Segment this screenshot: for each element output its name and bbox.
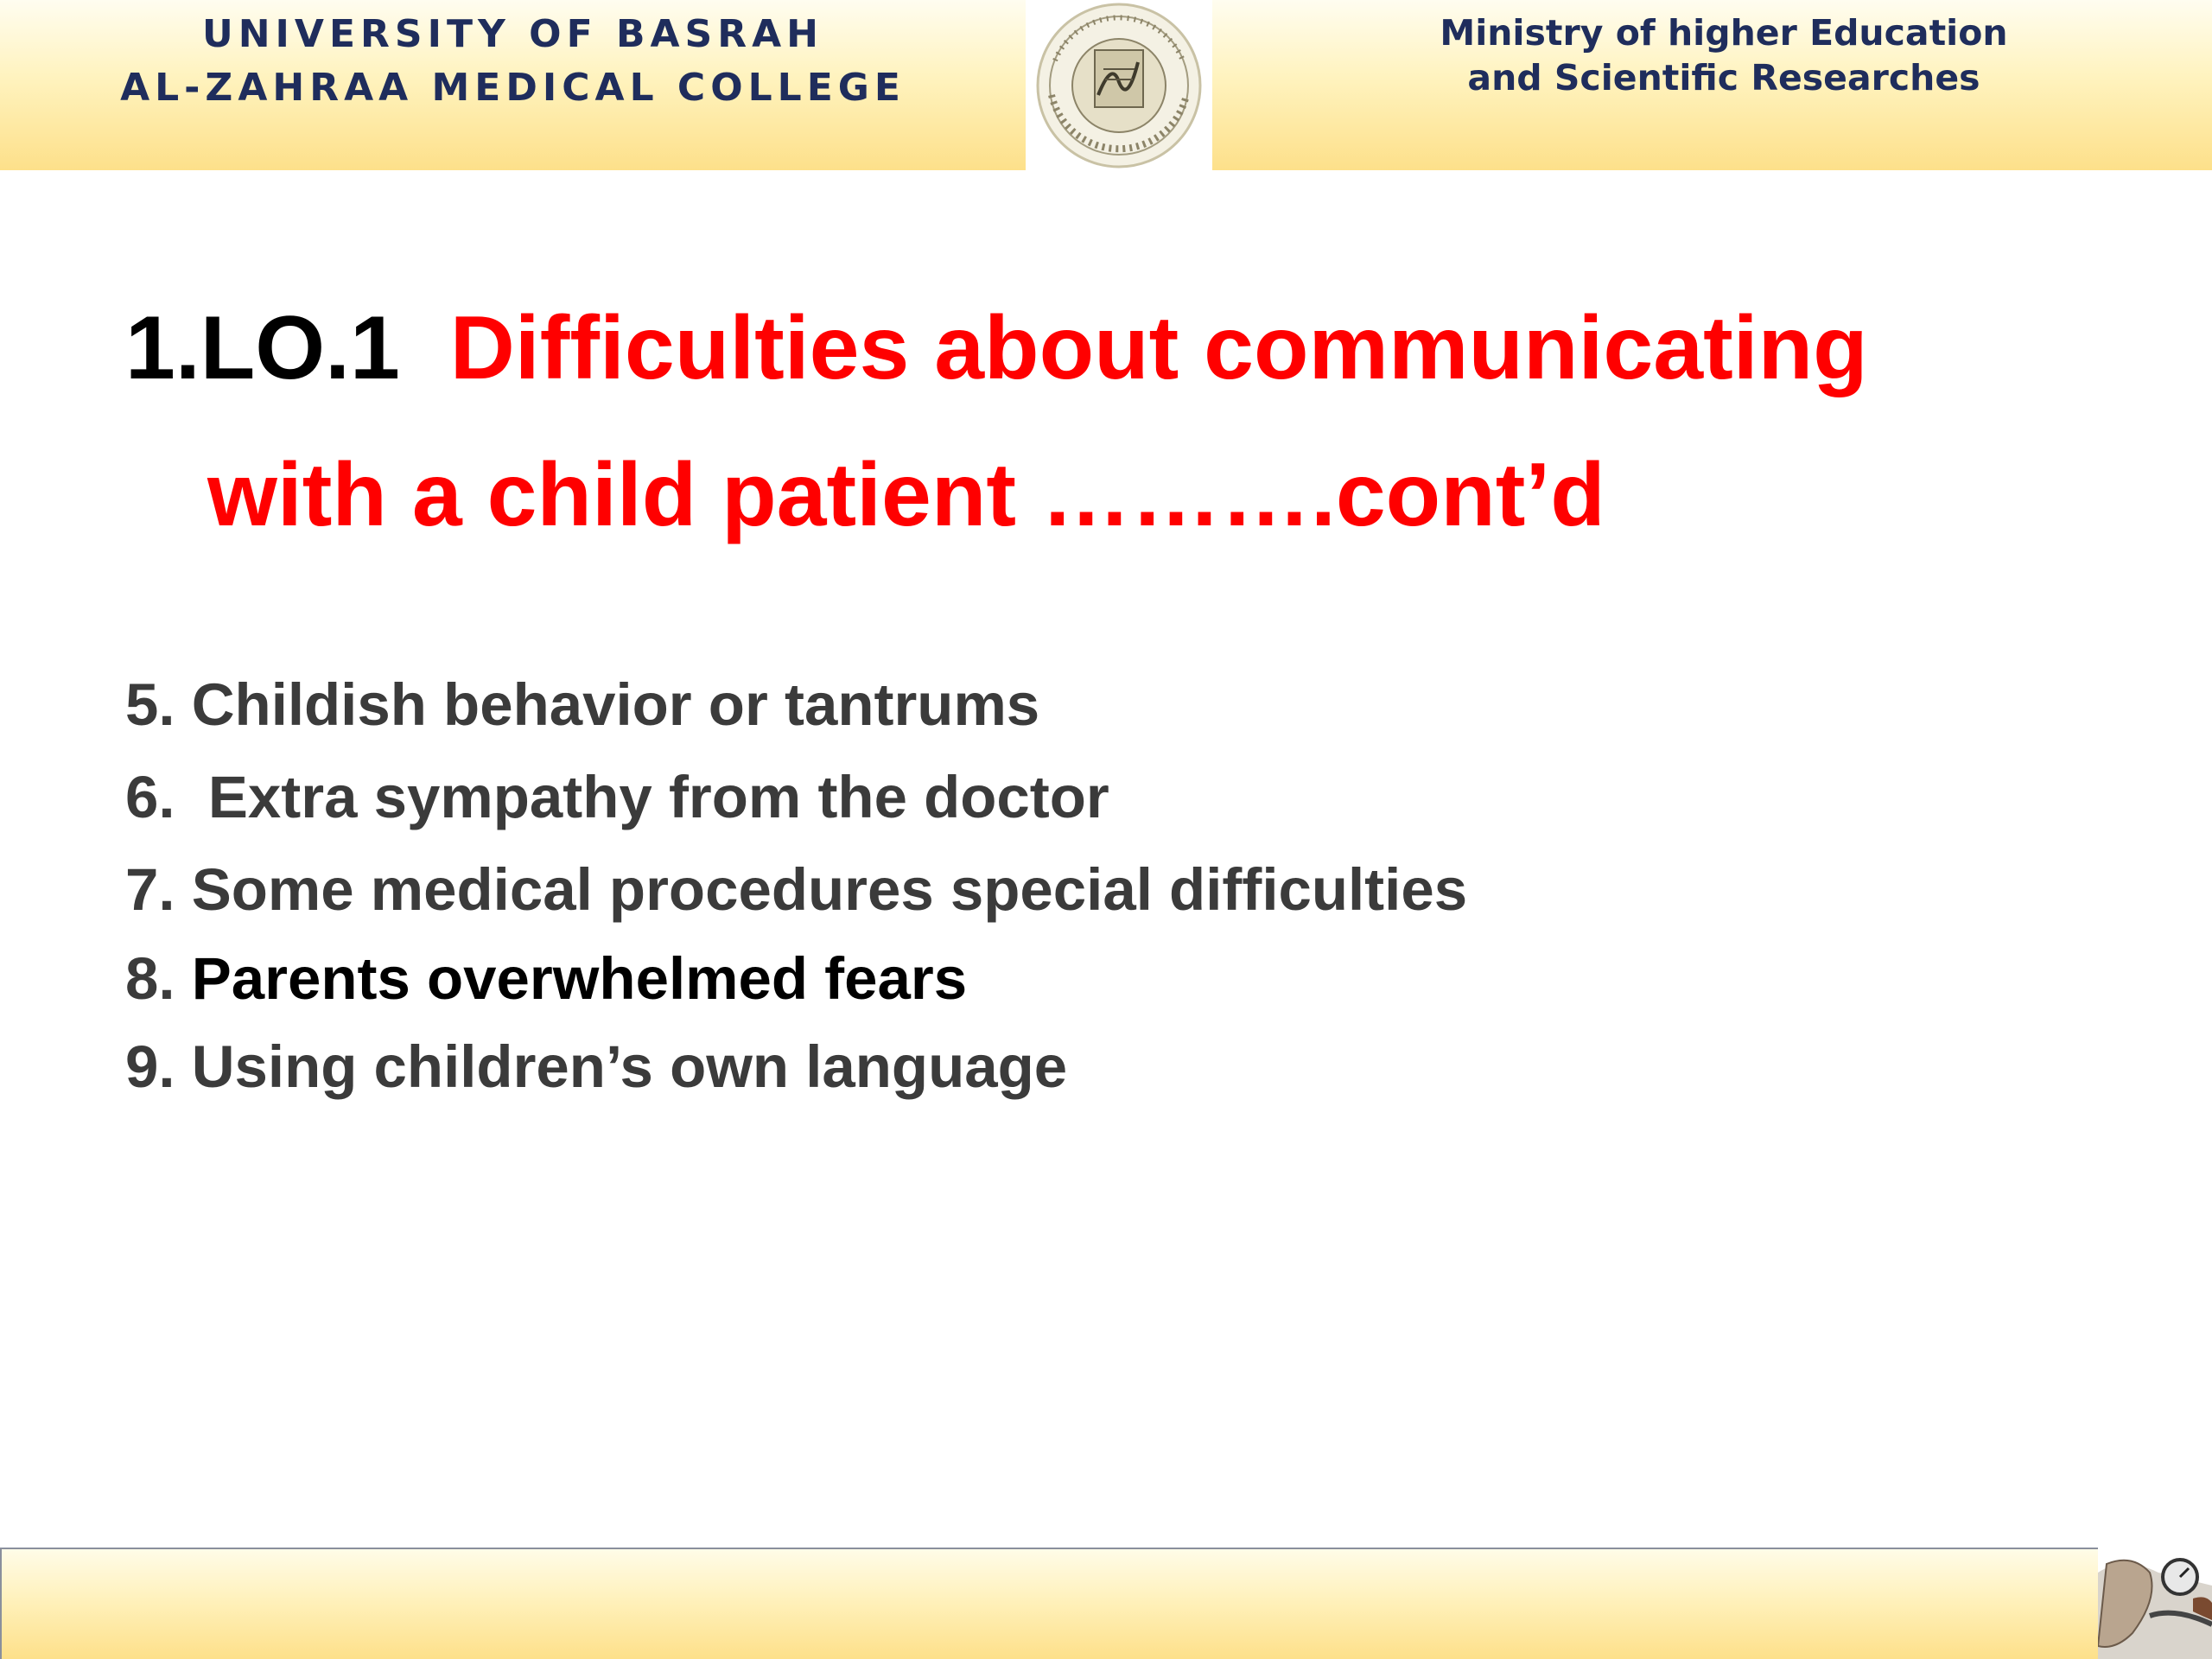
title-line-2: with a child patient ……….cont’d [207, 445, 1605, 545]
blood-pressure-cuff-icon [2098, 1538, 2212, 1659]
footer-band [0, 1548, 2098, 1659]
list-item-text: Parents overwhelmed fears [191, 945, 968, 1012]
list-item [125, 944, 967, 1013]
list-item-number: 8. [125, 945, 175, 1012]
ministry-name: Ministry of higher Education [1440, 12, 2008, 54]
college-name: AL-ZAHRAA MEDICAL COLLEGE [120, 66, 906, 110]
university-name: UNIVERSITY OF BASRAH [202, 12, 823, 56]
list-item-number: 9. [125, 1033, 175, 1100]
list-item-number: 5. [125, 671, 175, 738]
list-item-text: Using children’s own language [191, 1033, 1068, 1100]
list-item [125, 763, 1109, 831]
title-line-1: Difficulties about communicating [449, 298, 1868, 398]
list-item-text: Some medical procedures special difficulties [191, 856, 1468, 923]
list-item [125, 1033, 1067, 1101]
slide-title [125, 297, 1868, 400]
list-item [125, 855, 1467, 924]
ministry-subtitle: and Scientific Researches [1467, 57, 1980, 99]
list-item-number: 6. [125, 764, 175, 830]
list-item [125, 671, 1039, 739]
title-number: 1.LO.1 [125, 298, 400, 398]
list-item-text: Extra sympathy from the doctor [191, 764, 1109, 830]
list-item-text: Childish behavior or tantrums [191, 671, 1040, 738]
college-seal-icon [1026, 0, 1212, 170]
list-item-number: 7. [125, 856, 175, 923]
